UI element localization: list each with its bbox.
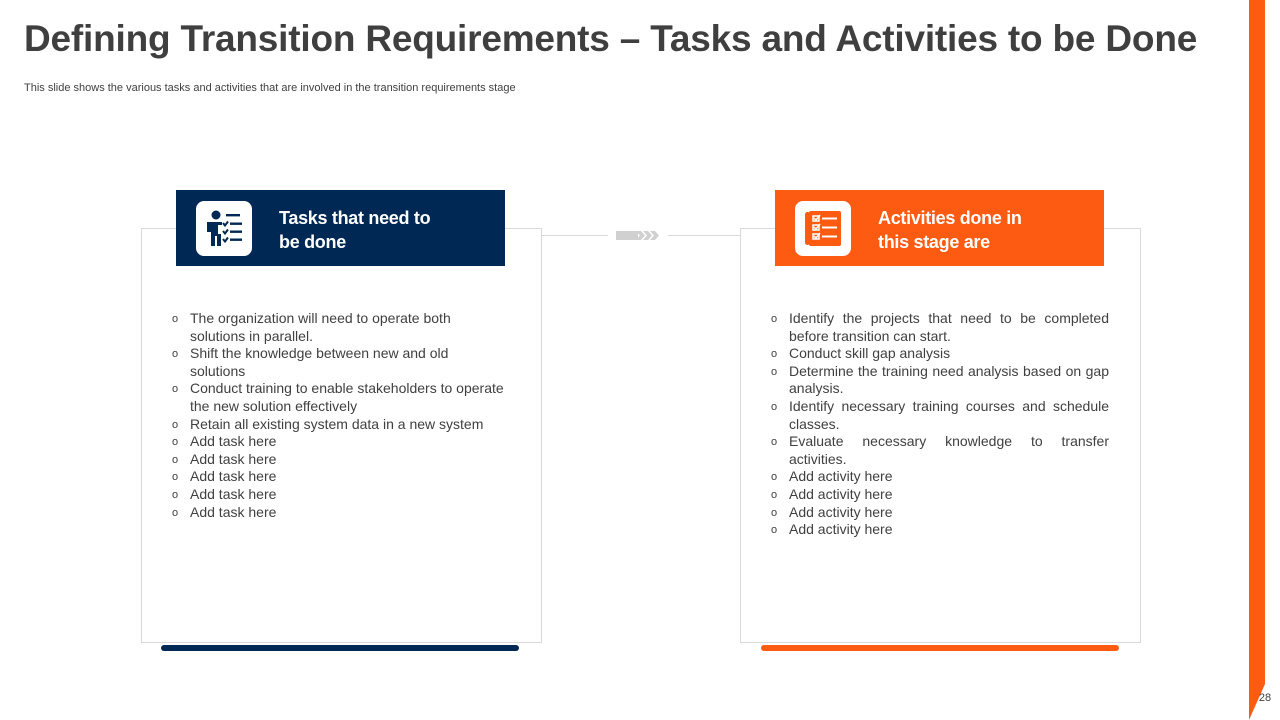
person-checklist-icon [196,201,252,256]
bullet-icon: o [771,400,778,413]
bullet-icon: o [771,471,778,484]
bullet-icon: o [172,488,179,501]
bullet-icon: o [172,418,179,431]
tasks-item-text: Retain all existing system data in a new system [190,415,484,432]
bullet-icon: o [771,506,778,519]
page-number: 28 [1258,692,1272,704]
tasks-bottom-bar [161,645,519,651]
list-item [170,310,505,345]
tasks-list [170,310,505,521]
bullet-icon: o [172,506,179,519]
list-item [170,345,505,380]
list-item [769,310,1109,345]
list-item [769,363,1109,398]
list-item [170,468,505,486]
tasks-header [176,190,505,266]
chevron-arrows-icon [608,226,668,244]
tasks-heading-line-1: Tasks that need to [279,208,431,228]
tasks-item-text: The organization will need to operate both solutions in parallel. [190,310,451,344]
activities-item-text: Identify necessary training courses and schedule classes. [789,397,1109,432]
slide-title: Defining Transition Requirements – Tasks and Activities to be Done [24,18,1198,59]
activities-heading-line-2: this stage are [878,232,990,252]
activities-item-text: Determine the training need analysis based on gap analysis. [789,362,1109,397]
list-item [170,380,505,415]
tasks-item-text: Add task here [190,450,277,467]
right-accent-bar [1249,0,1265,720]
activities-item-text: Add activity here [789,521,893,538]
list-item [170,504,505,522]
tasks-item-text: Add task here [190,503,277,520]
list-item [170,486,505,504]
activities-list [769,310,1109,539]
bullet-icon: o [771,524,778,537]
checklist-document-icon [795,201,851,256]
activities-heading-line-1: Activities done in [878,208,1022,228]
list-item [769,345,1109,363]
bullet-icon: o [771,436,778,449]
activities-item-text: Add activity here [789,485,893,502]
bullet-icon: o [172,453,179,466]
tasks-item-text: Add task here [190,468,277,485]
activities-item-text: Add activity here [789,503,893,520]
list-item [769,398,1109,433]
tasks-item-text: Shift the knowledge between new and old solutions [190,345,449,379]
activities-item-text: Add activity here [789,468,893,485]
bullet-icon: o [172,383,179,396]
tasks-heading-line-2: be done [279,232,346,252]
list-item [769,468,1109,486]
activities-item-text: Evaluate necessary knowledge to transfer activities. [789,433,1109,467]
bullet-icon: o [172,313,179,325]
slide-subtitle: This slide shows the various tasks and activities that are involved in the transition requirements stage [24,82,516,94]
tasks-item-text: Add task here [190,433,277,450]
list-item [170,433,505,451]
activities-heading [878,206,1088,254]
tasks-item-text: Conduct training to enable stakeholders to operate the new solution effectively [190,380,504,414]
bullet-icon: o [771,488,778,501]
activities-item-text: Identify the projects that need to be completed before transition can start. [789,310,1109,344]
bullet-icon: o [172,436,179,449]
activities-item-text: Conduct skill gap analysis [789,345,951,362]
list-item [170,416,505,434]
list-item [769,521,1109,539]
list-item [769,433,1109,468]
bullet-icon: o [172,471,179,484]
activities-bottom-bar [761,645,1119,651]
tasks-item-text: Add task here [190,485,277,502]
bullet-icon: o [771,365,778,378]
bullet-icon: o [771,313,778,325]
list-item [769,504,1109,522]
bullet-icon: o [172,348,179,361]
list-item [170,451,505,469]
tasks-heading [279,206,489,254]
list-item [769,486,1109,504]
activities-header [775,190,1104,266]
bullet-icon: o [771,348,778,361]
